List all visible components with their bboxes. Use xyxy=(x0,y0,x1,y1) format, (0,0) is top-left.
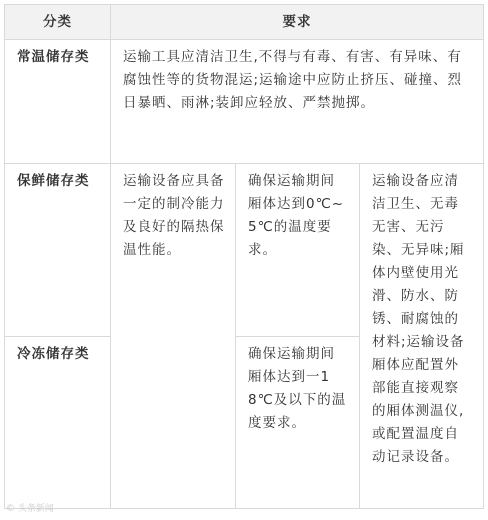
storage-requirements-table xyxy=(4,4,484,509)
category-frozen: 冷冻储存类 xyxy=(5,337,111,509)
table-row-normal xyxy=(5,40,484,164)
temperature-fresh: 确保运输期间厢体达到0℃~5℃的温度要求。 xyxy=(236,164,360,337)
header-category: 分类 xyxy=(5,5,111,40)
temperature-frozen: 确保运输期间厢体达到一18℃及以下的温度要求。 xyxy=(236,337,360,509)
equipment-requirement: 运输设备应具备一定的制冷能力及良好的隔热保温性能。 xyxy=(111,164,236,509)
header-requirements: 要求 xyxy=(111,5,484,40)
table-header-row xyxy=(5,5,484,40)
category-normal: 常温储存类 xyxy=(5,40,111,164)
watermark: © 头条新闻 xyxy=(6,504,54,514)
table-row-fresh xyxy=(5,164,484,337)
requirement-normal: 运输工具应清洁卫生,不得与有毒、有害、有异味、有腐蚀性等的货物混运;运输途中应防止挤压、碰撞、烈日暴晒、雨淋;装卸应轻放、严禁抛掷。 xyxy=(111,40,484,164)
shared-requirement: 运输设备应清洁卫生、无毒无害、无污染、无异味;厢体内壁使用光滑、防水、防锈、耐腐蚀的材料;运输设备厢体应配置外部能直接观察的厢体测温仪,或配置温度自动记录设备。 xyxy=(360,164,484,509)
category-fresh: 保鲜储存类 xyxy=(5,164,111,337)
